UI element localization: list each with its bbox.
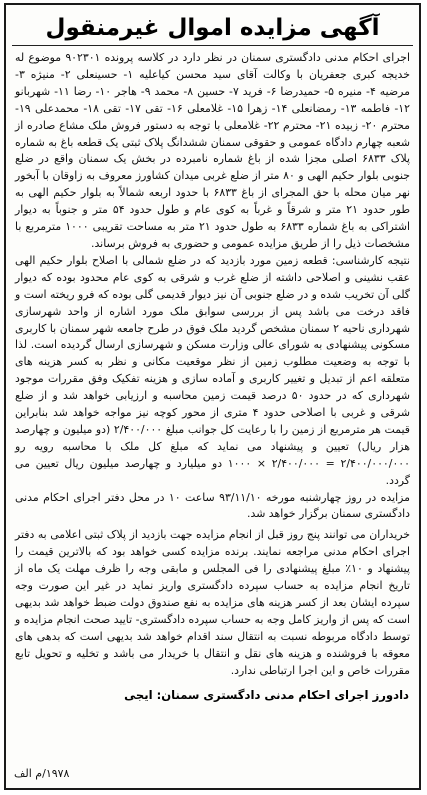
notice-signature: دادورز اجرای احکام مدنی دادگستری سمنان: ایجی [124,687,409,702]
title-divider [12,45,413,46]
notice-reference-number: ۱۹۷۸/م الف [14,767,70,780]
notice-paragraph-appraisal: نتیجه کارشناسی: قطعه زمین مورد بازدید که در ضلع شمالی با اصلاح بلوار حکیم الهی عقب نشینی و اصلاحی داشته از ضلع غرب و شرقی به کوی عام محدود بوده که دیوار گلی آن تخریب شده و در ضلع جنوبی آن نیز دیوار قدیمی گلی بوده که فرو ریخته است و فاقد درخت می باشد پس از بررسی سوابق ملک مورد اشاره از واحد شهرسازی شهرداری ناحیه ۲ سمنان مشخص گردید ملک فوق در طرح جامعه شهر سمنان با کاربری مسکونی پیشنهادی به شورای عالی وزارت مسکن و شهرسازی ارسال گردیده است. لذا با توجه به وضعیت مطلوب زمین از نظر موقعیت مکانی و نظر به کسر هزینه های متعلقه اعم از تبدیل و تغییر کاربری و آماده سازی و هزینه تفکیک وفق مقررات موجود شهرداری که در حدود ۵۰ درصد قیمت زمین محاسبه و ارزیابی خواهد شد و از ضلع شرقی و غربی با اصلاحی حدود ۴ متری از محور کوچه نیز مواجه خواهد شد بنابراین قیمت هر مترمربع از زمین را با رعایت کل جوانب مبلغ ۲/۴۰۰/۰۰۰ (دو میلیون و چهارصد هزار ریال) تعیین و پیشنهاد می نماید که مبلغ کل ملک با محاسبه رویه رو ۲/۴۰۰/۰۰۰/۰۰۰ = ۲/۴۰۰/۰۰۰ × ۱۰۰۰ دو میلیارد و چهارصد میلیون ریال تعیین می گردد. [15,253,410,487]
notice-paragraph-intro: اجرای احکام مدنی دادگستری سمنان در نظر دارد در کلاسه پرونده ۹۰۲۳۰۱ موضوع له خدیجه کبری جعفریان با وکالت آقای سید محسن کیاعلیه ۱- حسینعلی ۲- منیژه ۳- مرضیه ۴- منیره ۵- حمیدرضا ۶- فرید ۷- حسین ۸- محمد ۹- هاجر ۱۰- رضا ۱۱- شهربانو ۱۲- فاطمه ۱۳- رمضانعلی ۱۴- زهرا ۱۵- غلامعلی ۱۶- تقی ۱۷- تقی ۱۸- محمدعلی ۱۹- محترم ۲۰- زبیده ۲۱- محترم ۲۲- غلامعلی با توجه به دستور فروش ملک مشاع صادره از شعبه چهارم دادگاه عمومی و حقوقی سمنان ششدانگ پلاک ثبتی یک قطعه باغ به شماره پلاک ۶۸۳۳ اصلی مجزا شده از باغ شماره نامبرده در بخش یک سمنان واقع در ضلع جنوبی بلوار حکیم الهی و ۸۰ متر از ضلع غربی میدان کشاورز معروف به زاوقان با آبخور نهر میان محله با حق المجرای از باغ ۶۸۳۳ با حدود اربعه شمالاً به بلوار حکیم الهی به طور حدود ۲۱ متر و شرقاً و غرباً به کوی عام و طول حدود ۵۴ متر و جنوباً به دیوار اشتراکی به باغ شماره ۶۸۳۳ به طول حدود ۲۱ متر به مساحت تقریبی ۱۰۰۰ مترمربع با مشخصات ذیل را از طریق مزایده عمومی و حضوری به فروش برساند. [15,51,411,250]
auction-notice [4,3,421,790]
notice-paragraph-terms: خریداران می توانند پنج روز قبل از انجام مزایده جهت بازدید از پلاک ثبتی اعلامی به دفتر اجرای احکام مدنی مراجعه نمایند. برنده مزایده کسی خواهد بود که بالاترین قیمت را پیشنهاد و ۱۰٪ مبلغ پیشنهادی را فی المجلس و مابقی وجه را ظرف مهلت یک ماه از تاریخ انجام مزایده به حساب سپرده دادگستری واریز نماید در غیر این صورت وجه سپرده ایشان بعد از کسر هزینه های مزایده به نفع صندوق دولت ضبط خواهد شد بدیهی است که پس از واریز کامل وجه به حساب سپرده دادگستری- تایید صحت انجام مزایده و توسط دادگاه مربوطه نسبت به انتقال سند اقدام خواهد شد بدیهی است که بدهی های معوقه با فروشنده و هزینه های نقل و انتقال با خریدار می باشد و تخلیه و تحویل تابع مقررات خاص و این اجرا ارتباطی ندارد. [15,528,410,677]
notice-paragraph-auction-date: مزایده در روز چهارشنبه مورخه ۹۳/۱۱/۱۰ ساعت ۱۰ در محل دفتر اجرای احکام مدنی دادگستری سمنان برگزار خواهد شد. [15,490,410,521]
notice-title: آگهی مزایده اموال غیرمنقول [45,15,380,41]
